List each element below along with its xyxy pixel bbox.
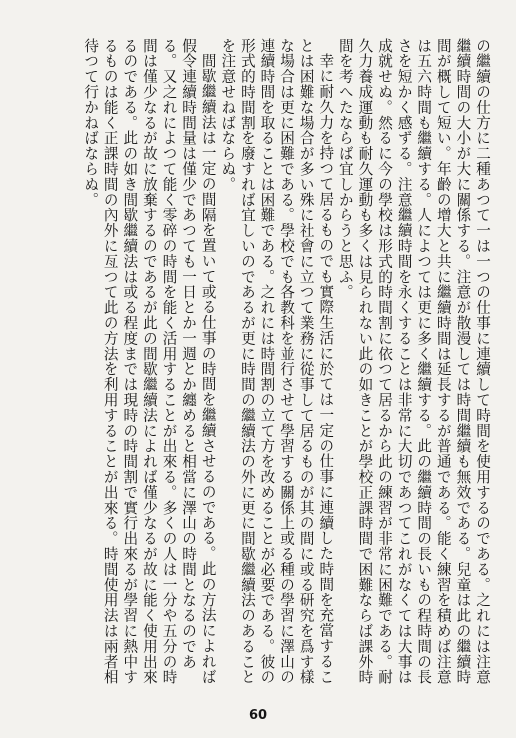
paragraph-intermittent-method: 間歇繼續法は一定の間隔を置いて或る仕事の時間を繼續させるのである。此の方法によれば假令連續時間量は僅少であつても一日とか一週とか纏めると相當に澤山の時間となるのである。又之れによつて能く零碎の時間を能く活用することが出來る。多くの人は一分や五分の時間は僅少なるが故に放棄するのであるが此の間歇繼續法によれば僅少なるが故に能く使用出來るのである。此の如き間歇繼續法は或る程度までは現時の時間割で實行出來るが學習に熱中するものは能く正課時間の內外に亙つて此の方法を利用することが出來る。時間使用法は兩者相待つて行かねばならぬ。 [82, 38, 217, 685]
paragraph-continuous-method: の繼續の仕方に二種あつて一は一つの仕事に連續して時間を使用するのである。之れには注意繼續時間の大小が大に關係する。注意が散漫しては時間繼續も無效である。兒童は此の繼續時間が概して短い。年齡の增大と共に繼續時間は延長するが普通である。能く練習を積めば注意は五六時間も繼續する。人によつては更に多く繼續する。此の繼續時間の長いもの程時間の長さを短かく感ずる。注意繼續時間を永くすることは非常に大切であつてこれがなくては大事は成就せぬ。然るに今の學校は形式的時間割に依つて居るから此の練習が非常に困難である。耐久力養成運動も耐久運動も多くは見られない此の如きことが學校正課時間で困難ならば課外時間を考へたならば宜しからうと思ふ。 [336, 38, 491, 685]
page-number: 60 [248, 708, 268, 723]
paragraph-endurance: 幸に耐久力を持つて居るものでも實際生活に於ては一定の仕事に連續した時間を充當することは困難な場合が多い殊に社會に立つて業務に從事して居るものが其の間に或る研究を爲す樣な場合は更に困難である。學校でも各教科を並行させて學習する關係上或る種の學習に澤山の連續時間を取ることは困難である。之れには時間割の立て方を改めることが必要である。彼の形式的時間割を廢すれば宜しいのであるが更に時間の繼續法の外に更に間歇繼續法のあることを注意せねばならぬ。 [219, 38, 335, 685]
body-text [16, 38, 492, 690]
